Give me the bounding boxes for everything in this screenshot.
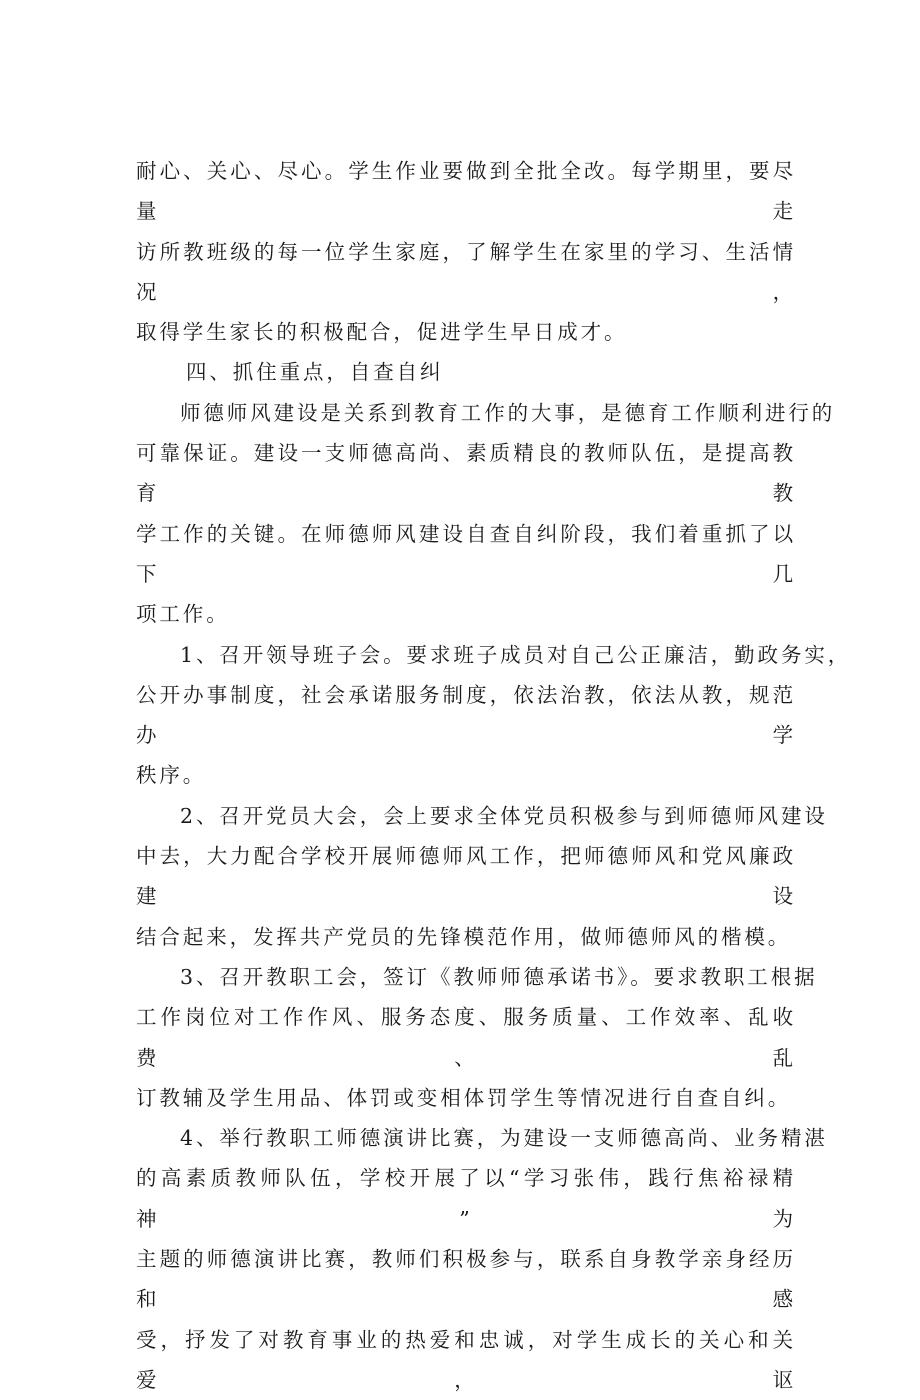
- text-line: 访所教班级的每一位学生家庭，了解学生在家里的学习、生活情况，: [136, 239, 796, 304]
- text-line: 学工作的关键。在师德师风建设自查自纠阶段，我们着重抓了以下几: [136, 521, 796, 586]
- text-line: 2、召开党员大会，会上要求全体党员积极参与到师德师风建设: [180, 803, 828, 828]
- text-line: 3、召开教职工会，签订《教师师德承诺书》。要求教职工根据: [180, 964, 818, 989]
- document-body: [136, 151, 852, 1400]
- list-item: [136, 957, 818, 1118]
- text-line: 中去，大力配合学校开展师德师风工作，把师德师风和党风廉政建设: [136, 844, 796, 909]
- text-line: 耐心、关心、尽心。学生作业要做到全批全改。每学期里，要尽量走: [136, 159, 796, 224]
- text-line: 公开办事制度，社会承诺服务制度，依法治教，依法从教，规范办学: [136, 682, 796, 748]
- text-line: 师德师风建设是关系到教育工作的大事，是德育工作顺利进行的: [180, 400, 836, 425]
- text-line: 结合起来，发挥共产党员的先锋模范作用，做师德师风的楷模。: [136, 924, 792, 949]
- text-line: 取得学生家长的积极配合，促进学生早日成才。: [136, 320, 628, 345]
- list-item: [136, 1118, 828, 1400]
- text-line: 订教辅及学生用品、体罚或变相体罚学生等情况进行自查自纠。: [136, 1085, 792, 1110]
- section-heading: [136, 352, 796, 392]
- intro-paragraph: [136, 393, 836, 635]
- text-line: 项工作。: [136, 602, 230, 627]
- text-line: 4、举行教职工师德演讲比赛，为建设一支师德高尚、业务精湛: [180, 1126, 828, 1151]
- heading-text: 四、抓住重点，自查自纠: [186, 360, 444, 385]
- list-item: [136, 796, 828, 957]
- list-item: [136, 635, 852, 796]
- text-line: 可靠保证。建设一支师德高尚、素质精良的教师队伍，是提高教育教: [136, 441, 796, 506]
- text-line: 秩序。: [136, 763, 207, 788]
- text-line: 受，抒发了对教育事业的热爱和忠诚，对学生成长的关心和关爱，讴: [136, 1327, 796, 1392]
- text-line: 的高素质教师队伍，学校开展了以“学习张伟，践行焦裕禄精神”为: [136, 1166, 796, 1231]
- text-line: 1、召开领导班子会。要求班子成员对自己公正廉洁，勤政务实，: [180, 642, 852, 667]
- text-line: 主题的师德演讲比赛，教师们积极参与，联系自身教学亲身经历和感: [136, 1247, 796, 1312]
- continued-paragraph: [136, 151, 796, 352]
- text-line: 工作岗位对工作作风、服务态度、服务质量、工作效率、乱收费、乱: [136, 1005, 796, 1070]
